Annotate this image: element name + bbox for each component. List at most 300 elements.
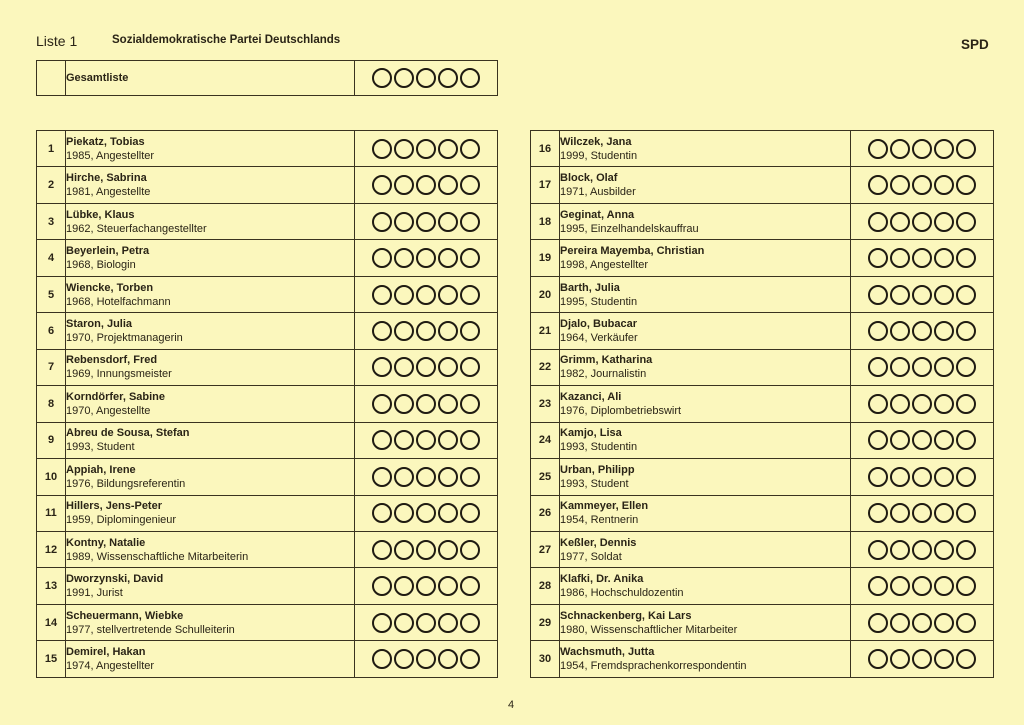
vote-circle[interactable] (438, 430, 458, 450)
candidate-number: 11 (37, 495, 66, 531)
candidate-row (37, 422, 498, 458)
candidate-name: Lübke, Klaus (66, 208, 135, 221)
vote-circle[interactable] (394, 613, 414, 633)
candidate-name: Hirche, Sabrina (66, 172, 147, 185)
vote-circle[interactable] (912, 467, 932, 487)
candidate-name: Beyerlein, Petra (66, 245, 150, 258)
vote-circle[interactable] (868, 139, 888, 159)
vote-circle[interactable] (372, 430, 392, 450)
vote-circle[interactable] (912, 430, 932, 450)
candidate-info: 1954, Fremdsprachenkorrespondentin (560, 660, 747, 673)
vote-circle[interactable] (460, 248, 480, 268)
vote-circle[interactable] (934, 540, 954, 560)
vote-circles (355, 276, 498, 312)
vote-circle[interactable] (394, 321, 414, 341)
candidate-row (37, 203, 498, 239)
vote-circle[interactable] (438, 649, 458, 669)
vote-circle[interactable] (460, 139, 480, 159)
candidate-name: Wiencke, Torben (66, 281, 154, 294)
vote-circle[interactable] (460, 503, 480, 523)
candidate-name: Pereira Mayemba, Christian (560, 245, 705, 258)
vote-circle[interactable] (460, 175, 480, 195)
vote-circle[interactable] (372, 540, 392, 560)
candidate-name: Scheuermann, Wiebke (66, 609, 184, 622)
vote-circle[interactable] (868, 394, 888, 414)
candidate-cell (66, 349, 355, 385)
candidate-cell (560, 240, 851, 276)
vote-circle[interactable] (934, 649, 954, 669)
candidate-cell (66, 167, 355, 203)
candidate-info: 1999, Studentin (560, 149, 638, 162)
vote-circle[interactable] (394, 394, 414, 414)
candidate-row (531, 495, 994, 531)
vote-circle[interactable] (956, 649, 976, 669)
vote-circle[interactable] (460, 430, 480, 450)
vote-circle[interactable] (416, 467, 436, 487)
vote-circle[interactable] (394, 467, 414, 487)
vote-circle[interactable] (438, 139, 458, 159)
vote-circle[interactable] (912, 321, 932, 341)
candidate-name: Geginat, Anna (560, 208, 635, 221)
candidate-name: Schnackenberg, Kai Lars (560, 609, 692, 622)
vote-circles (851, 531, 994, 567)
vote-circle[interactable] (416, 394, 436, 414)
vote-circle[interactable] (394, 68, 414, 88)
vote-circles (851, 641, 994, 678)
vote-circle[interactable] (934, 503, 954, 523)
vote-circle[interactable] (890, 649, 910, 669)
vote-circle[interactable] (956, 212, 976, 232)
vote-circle[interactable] (394, 285, 414, 305)
vote-circle[interactable] (934, 321, 954, 341)
vote-circle[interactable] (934, 357, 954, 377)
gesamtliste-number-cell (37, 61, 66, 96)
candidate-row (37, 313, 498, 349)
vote-circle[interactable] (372, 68, 392, 88)
candidate-number: 10 (37, 459, 66, 495)
candidate-cell (66, 531, 355, 567)
vote-circle[interactable] (956, 285, 976, 305)
vote-circle[interactable] (934, 576, 954, 596)
vote-circle[interactable] (438, 540, 458, 560)
vote-circles (851, 313, 994, 349)
vote-circle[interactable] (890, 175, 910, 195)
vote-circle[interactable] (956, 430, 976, 450)
vote-circles (851, 131, 994, 167)
candidate-cell (560, 203, 851, 239)
vote-circles (851, 604, 994, 640)
candidate-number: 19 (531, 240, 560, 276)
candidate-info: 1974, Angestellter (66, 660, 155, 673)
vote-circle[interactable] (416, 68, 436, 88)
candidate-cell (66, 276, 355, 312)
candidate-info: 1962, Steuerfachangestellter (66, 222, 207, 235)
candidate-info: 1980, Wissenschaftlicher Mitarbeiter (560, 623, 738, 636)
vote-circles (355, 459, 498, 495)
candidate-row (37, 568, 498, 604)
vote-circle[interactable] (912, 503, 932, 523)
vote-circle[interactable] (912, 576, 932, 596)
candidate-number: 3 (37, 203, 66, 239)
candidate-row (531, 240, 994, 276)
candidate-row (531, 604, 994, 640)
vote-circle[interactable] (438, 212, 458, 232)
vote-circles (355, 531, 498, 567)
vote-circle[interactable] (890, 357, 910, 377)
vote-circle[interactable] (394, 212, 414, 232)
vote-circle[interactable] (438, 613, 458, 633)
candidate-cell (560, 495, 851, 531)
vote-circle[interactable] (372, 321, 392, 341)
vote-circle[interactable] (372, 394, 392, 414)
party-name: Sozialdemokratische Partei Deutschlands (112, 34, 341, 46)
vote-circle[interactable] (372, 212, 392, 232)
candidate-row (531, 313, 994, 349)
vote-circle[interactable] (460, 540, 480, 560)
candidate-cell (66, 604, 355, 640)
vote-circle[interactable] (868, 613, 888, 633)
candidate-number: 17 (531, 167, 560, 203)
candidate-name: Kazanci, Ali (560, 390, 622, 403)
vote-circle[interactable] (416, 540, 436, 560)
candidate-name: Appiah, Irene (66, 463, 136, 476)
vote-circle[interactable] (416, 285, 436, 305)
candidate-row (37, 604, 498, 640)
candidate-number: 28 (531, 568, 560, 604)
candidate-row (531, 276, 994, 312)
candidate-info: 1995, Studentin (560, 295, 638, 308)
candidate-info: 1998, Angestellter (560, 259, 649, 272)
vote-circle[interactable] (934, 430, 954, 450)
vote-circle[interactable] (416, 576, 436, 596)
vote-circle[interactable] (912, 175, 932, 195)
candidate-number: 25 (531, 459, 560, 495)
vote-circle[interactable] (438, 248, 458, 268)
gesamtliste-row (37, 61, 498, 96)
vote-circle[interactable] (868, 175, 888, 195)
vote-circle[interactable] (460, 467, 480, 487)
candidate-number: 14 (37, 604, 66, 640)
candidate-row (37, 131, 498, 167)
candidate-number: 4 (37, 240, 66, 276)
vote-circle[interactable] (394, 649, 414, 669)
candidate-name: Klafki, Dr. Anika (560, 573, 644, 586)
vote-circle[interactable] (416, 139, 436, 159)
vote-circle[interactable] (912, 248, 932, 268)
vote-circle[interactable] (372, 175, 392, 195)
candidate-name: Wachsmuth, Jutta (560, 646, 655, 659)
vote-circle[interactable] (912, 285, 932, 305)
vote-circle[interactable] (956, 321, 976, 341)
candidate-row (37, 167, 498, 203)
candidate-number: 16 (531, 131, 560, 167)
vote-circle[interactable] (956, 467, 976, 487)
vote-circle[interactable] (394, 430, 414, 450)
candidate-info: 1989, Wissenschaftliche Mitarbeiterin (66, 550, 249, 563)
vote-circle[interactable] (460, 285, 480, 305)
vote-circles (355, 386, 498, 422)
vote-circle[interactable] (394, 357, 414, 377)
vote-circle[interactable] (890, 212, 910, 232)
candidate-cell (560, 349, 851, 385)
vote-circle[interactable] (890, 503, 910, 523)
vote-circles (355, 240, 498, 276)
vote-circle[interactable] (460, 649, 480, 669)
candidate-number: 15 (37, 641, 66, 678)
vote-circle[interactable] (890, 394, 910, 414)
vote-circle[interactable] (460, 212, 480, 232)
candidate-number: 21 (531, 313, 560, 349)
vote-circle[interactable] (890, 576, 910, 596)
vote-circle[interactable] (438, 394, 458, 414)
candidate-row (37, 386, 498, 422)
vote-circle[interactable] (934, 139, 954, 159)
vote-circle[interactable] (372, 139, 392, 159)
vote-circle[interactable] (372, 285, 392, 305)
vote-circle[interactable] (912, 394, 932, 414)
candidate-cell (66, 131, 355, 167)
vote-circle[interactable] (868, 503, 888, 523)
vote-circle[interactable] (890, 285, 910, 305)
candidate-info: 1986, Hochschuldozentin (560, 587, 684, 600)
vote-circle[interactable] (868, 357, 888, 377)
candidate-name: Hillers, Jens-Peter (66, 500, 162, 513)
candidate-number: 29 (531, 604, 560, 640)
vote-circle[interactable] (934, 285, 954, 305)
candidate-cell (560, 131, 851, 167)
candidate-row (37, 240, 498, 276)
vote-circles (355, 131, 498, 167)
vote-circle[interactable] (460, 68, 480, 88)
vote-circle[interactable] (934, 175, 954, 195)
vote-circle[interactable] (912, 649, 932, 669)
candidate-name: Grimm, Katharina (560, 354, 653, 367)
vote-circle[interactable] (956, 139, 976, 159)
vote-circle[interactable] (956, 540, 976, 560)
candidate-number: 7 (37, 349, 66, 385)
candidate-info: 1968, Hotelfachmann (66, 295, 171, 308)
candidate-row (37, 459, 498, 495)
vote-circle[interactable] (890, 430, 910, 450)
vote-circle[interactable] (912, 613, 932, 633)
gesamtliste-label: Gesamtliste (66, 61, 355, 96)
vote-circle[interactable] (956, 394, 976, 414)
candidate-name: Abreu de Sousa, Stefan (66, 427, 190, 440)
candidate-table-right (530, 130, 994, 678)
vote-circle[interactable] (438, 503, 458, 523)
candidate-number: 6 (37, 313, 66, 349)
vote-circle[interactable] (868, 212, 888, 232)
vote-circle[interactable] (438, 357, 458, 377)
vote-circle[interactable] (890, 467, 910, 487)
vote-circle[interactable] (460, 394, 480, 414)
vote-circle[interactable] (416, 430, 436, 450)
vote-circle[interactable] (912, 139, 932, 159)
vote-circle[interactable] (868, 430, 888, 450)
vote-circle[interactable] (416, 248, 436, 268)
vote-circle[interactable] (394, 576, 414, 596)
vote-circle[interactable] (394, 175, 414, 195)
vote-circle[interactable] (372, 248, 392, 268)
vote-circle[interactable] (934, 248, 954, 268)
vote-circle[interactable] (934, 394, 954, 414)
candidate-row (37, 531, 498, 567)
vote-circles (355, 203, 498, 239)
vote-circle[interactable] (956, 576, 976, 596)
vote-circle[interactable] (890, 139, 910, 159)
candidate-row (37, 276, 498, 312)
vote-circle[interactable] (416, 649, 436, 669)
candidate-info: 1985, Angestellter (66, 149, 155, 162)
vote-circle[interactable] (372, 357, 392, 377)
vote-circle[interactable] (868, 576, 888, 596)
candidate-info: 1993, Studentin (560, 441, 638, 454)
candidate-cell (66, 495, 355, 531)
candidate-name: Demirel, Hakan (66, 646, 146, 659)
candidate-cell (66, 240, 355, 276)
candidate-info: 1968, Biologin (66, 259, 136, 272)
vote-circle[interactable] (416, 357, 436, 377)
vote-circle[interactable] (416, 321, 436, 341)
vote-circle[interactable] (890, 248, 910, 268)
vote-circle[interactable] (394, 248, 414, 268)
candidate-row (531, 203, 994, 239)
candidate-cell (560, 641, 851, 678)
candidate-row (531, 641, 994, 678)
vote-circles (355, 349, 498, 385)
candidate-name: Kontny, Natalie (66, 536, 146, 549)
candidate-number: 18 (531, 203, 560, 239)
candidate-info: 1993, Student (560, 477, 629, 490)
vote-circle[interactable] (416, 175, 436, 195)
candidate-info: 1993, Student (66, 441, 135, 454)
vote-circle[interactable] (416, 503, 436, 523)
vote-circle[interactable] (934, 212, 954, 232)
candidate-number: 5 (37, 276, 66, 312)
candidate-row (531, 386, 994, 422)
vote-circles (851, 167, 994, 203)
candidate-cell (560, 604, 851, 640)
candidate-info: 1971, Ausbilder (560, 186, 636, 199)
vote-circles (851, 459, 994, 495)
vote-circle[interactable] (394, 503, 414, 523)
candidate-number: 8 (37, 386, 66, 422)
vote-circles (355, 422, 498, 458)
candidate-name: Block, Olaf (560, 172, 618, 185)
candidate-name: Djalo, Bubacar (560, 317, 638, 330)
vote-circle[interactable] (868, 467, 888, 487)
candidate-name: Staron, Julia (66, 317, 133, 330)
candidate-number: 27 (531, 531, 560, 567)
candidate-cell (560, 167, 851, 203)
vote-circle[interactable] (956, 613, 976, 633)
vote-circles (851, 276, 994, 312)
vote-circle[interactable] (372, 503, 392, 523)
candidate-info: 1959, Diplomingenieur (66, 514, 177, 527)
candidate-info: 1981, Angestellte (66, 186, 151, 199)
vote-circle[interactable] (372, 649, 392, 669)
candidate-info: 1970, Angestellte (66, 404, 151, 417)
vote-circle[interactable] (868, 285, 888, 305)
vote-circles (355, 568, 498, 604)
vote-circle[interactable] (912, 357, 932, 377)
vote-circle[interactable] (394, 139, 414, 159)
candidate-number: 30 (531, 641, 560, 678)
vote-circle[interactable] (438, 68, 458, 88)
candidate-name: Kamjo, Lisa (560, 427, 622, 440)
candidate-cell (66, 459, 355, 495)
candidate-name: Urban, Philipp (560, 463, 635, 476)
vote-circle[interactable] (438, 285, 458, 305)
candidate-row (37, 641, 498, 678)
vote-circles (851, 568, 994, 604)
vote-circle[interactable] (460, 321, 480, 341)
candidate-row (531, 531, 994, 567)
vote-circle[interactable] (460, 613, 480, 633)
candidate-info: 1976, Diplombetriebswirt (560, 404, 682, 417)
vote-circle[interactable] (934, 467, 954, 487)
vote-circle[interactable] (438, 321, 458, 341)
candidate-number: 24 (531, 422, 560, 458)
candidate-cell (66, 386, 355, 422)
vote-circle[interactable] (956, 503, 976, 523)
vote-circle[interactable] (956, 248, 976, 268)
vote-circle[interactable] (890, 540, 910, 560)
vote-circle[interactable] (372, 576, 392, 596)
vote-circle[interactable] (460, 357, 480, 377)
candidate-row (37, 349, 498, 385)
vote-circle[interactable] (868, 540, 888, 560)
vote-circle[interactable] (416, 613, 436, 633)
candidate-row (531, 459, 994, 495)
page-number: 4 (508, 699, 515, 711)
vote-circle[interactable] (934, 613, 954, 633)
candidate-table-left (36, 130, 498, 678)
candidate-cell (66, 568, 355, 604)
candidate-name: Piekatz, Tobias (66, 135, 145, 148)
vote-circle[interactable] (438, 576, 458, 596)
candidate-cell (66, 203, 355, 239)
candidate-row (37, 495, 498, 531)
vote-circle[interactable] (868, 649, 888, 669)
vote-circle[interactable] (372, 613, 392, 633)
candidate-row (531, 568, 994, 604)
candidate-cell (560, 276, 851, 312)
vote-circle[interactable] (438, 175, 458, 195)
candidate-name: Kammeyer, Ellen (560, 500, 649, 513)
vote-circle[interactable] (460, 576, 480, 596)
vote-circle[interactable] (372, 467, 392, 487)
candidate-cell (560, 386, 851, 422)
vote-circle[interactable] (394, 540, 414, 560)
vote-circle[interactable] (868, 321, 888, 341)
candidate-cell (66, 313, 355, 349)
vote-circle[interactable] (956, 357, 976, 377)
vote-circle[interactable] (438, 467, 458, 487)
vote-circle[interactable] (868, 248, 888, 268)
vote-circle[interactable] (956, 175, 976, 195)
vote-circle[interactable] (890, 613, 910, 633)
vote-circles (851, 349, 994, 385)
vote-circles (851, 495, 994, 531)
vote-circle[interactable] (890, 321, 910, 341)
vote-circle[interactable] (912, 212, 932, 232)
vote-circle[interactable] (912, 540, 932, 560)
candidate-name: Barth, Julia (560, 281, 620, 294)
candidate-info: 1977, stellvertretende Schulleiterin (66, 623, 235, 636)
vote-circles (851, 240, 994, 276)
vote-circle[interactable] (416, 212, 436, 232)
